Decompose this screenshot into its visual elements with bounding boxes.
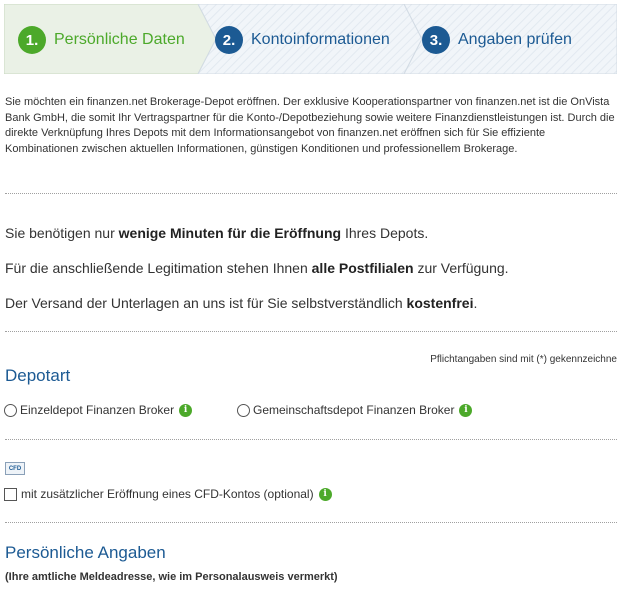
intro-text: Sie möchten ein finanzen.net Brokerage-Depot eröffnen. Der exklusive Kooperationspartner von finanzen.net ist die OnVista Bank GmbH, die somit Ihr Vertragspartner für die Konto-/Depotbeziehung sowie weitere Finanzdienstleistungen ist. Durch die direkte Verknüpfung Ihres Depots mit dem Informationsangebot von finanzen.net eröffnen sich für Sie effiziente Kombinationen zwischen aktuellen Informationen, günstigen Konditionen und professionellem Brokerage. <box>5 96 615 155</box>
step-2[interactable] <box>215 22 390 58</box>
radio-gemeinschaftsdepot-label: Gemeinschaftsdepot Finanzen Broker <box>253 403 455 417</box>
progress-steps <box>4 4 617 74</box>
divider <box>5 193 617 194</box>
radio-einzeldepot[interactable] <box>4 403 192 417</box>
divider <box>5 331 617 332</box>
step-3-label: Angaben prüfen <box>458 31 572 48</box>
info-icon[interactable]: i <box>319 488 332 501</box>
checkbox[interactable] <box>4 488 17 501</box>
divider <box>5 522 617 523</box>
step-2-number: 2. <box>215 26 243 54</box>
cfd-badge: CFD <box>5 462 25 475</box>
radio-einzeldepot-label: Einzeldepot Finanzen Broker <box>20 403 175 417</box>
step-3-number: 3. <box>422 26 450 54</box>
radio-button[interactable] <box>4 404 17 417</box>
personal-subheading: (Ihre amtliche Meldeadresse, wie im Personalausweis vermerkt) <box>5 571 338 583</box>
benefit-3: Der Versand der Unterlagen an uns ist für Sie selbstverständlich kostenfrei. <box>5 295 478 311</box>
info-icon[interactable]: i <box>179 404 192 417</box>
benefit-2: Für die anschließende Legitimation stehen Ihnen alle Postfilialen zur Verfügung. <box>5 260 509 276</box>
required-fields-note: Pflichtangaben sind mit (*) gekennzeichne <box>430 354 617 365</box>
step-1-label: Persönliche Daten <box>54 31 185 48</box>
personal-heading: Persönliche Angaben <box>5 543 166 562</box>
cfd-checkbox-label: mit zusätzlicher Eröffnung eines CFD-Kontos (optional) <box>21 487 314 501</box>
info-icon[interactable]: i <box>459 404 472 417</box>
cfd-checkbox[interactable] <box>4 487 332 501</box>
radio-gemeinschaftsdepot[interactable] <box>237 403 472 417</box>
depotart-heading: Depotart <box>5 366 71 385</box>
divider <box>5 439 617 440</box>
step-2-label: Kontoinformationen <box>251 31 390 48</box>
step-3[interactable] <box>422 22 572 58</box>
benefit-1: Sie benötigen nur wenige Minuten für die Eröffnung Ihres Depots. <box>5 225 429 241</box>
radio-button[interactable] <box>237 404 250 417</box>
step-1[interactable] <box>18 22 185 58</box>
step-1-number: 1. <box>18 26 46 54</box>
